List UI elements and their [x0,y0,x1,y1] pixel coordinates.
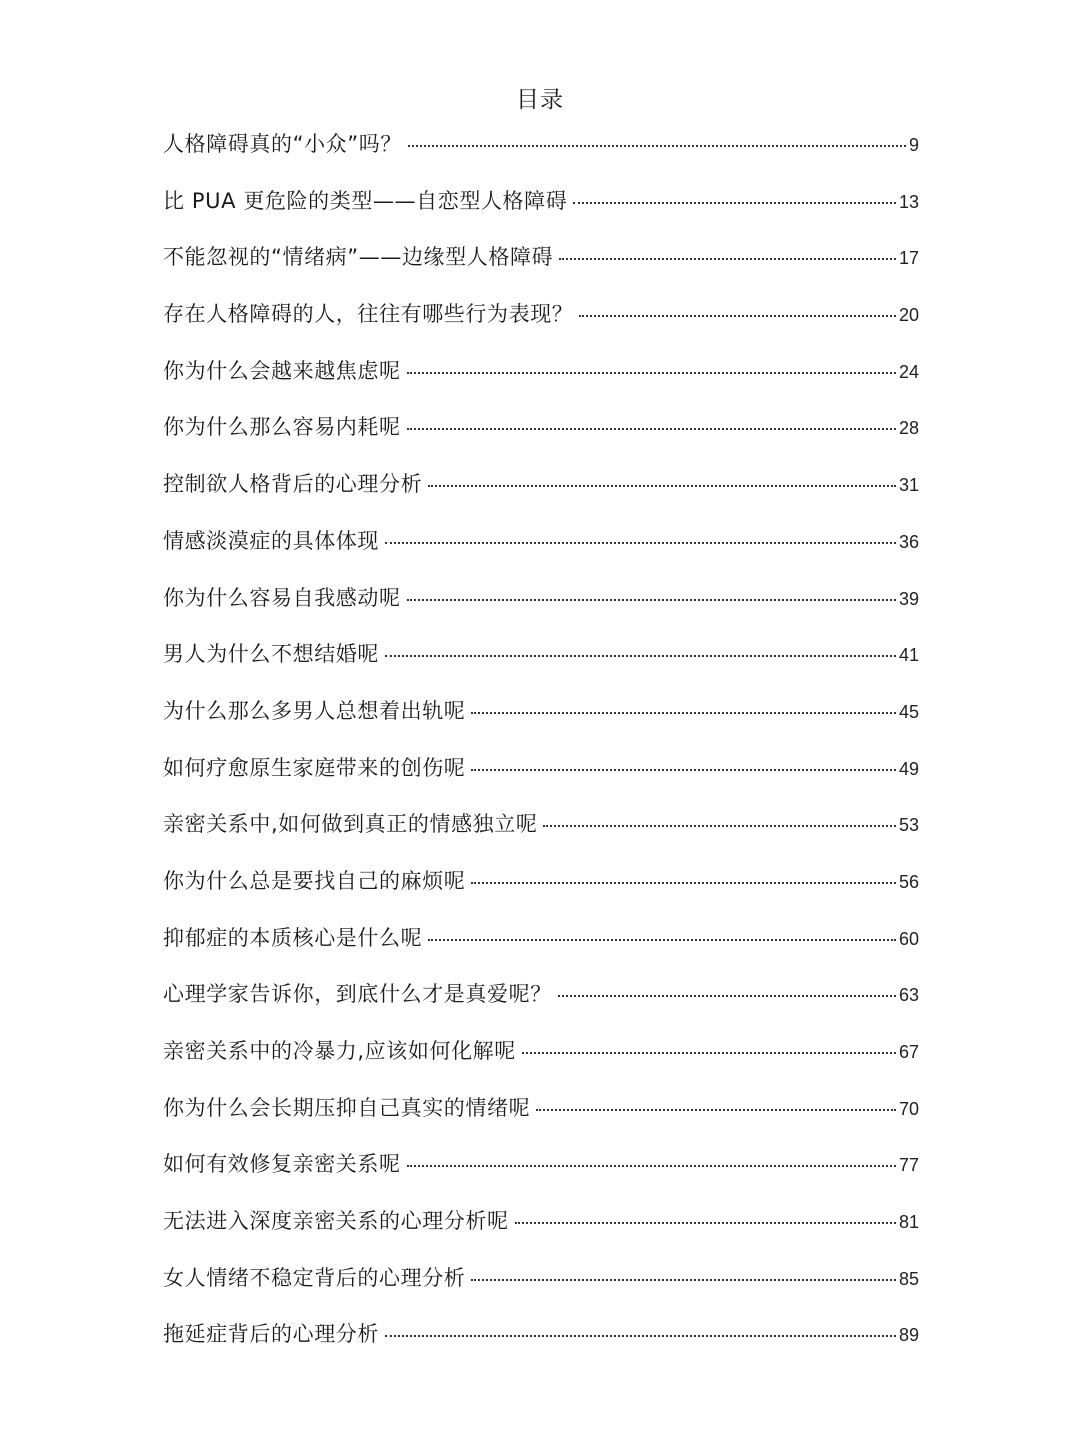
toc-dot-leader [536,1109,896,1111]
toc-page-number: 39 [898,588,919,609]
toc-dot-leader [471,882,896,884]
toc-dot-leader [408,145,906,147]
toc-dot-leader [471,769,896,771]
toc-page-number: 17 [898,248,919,269]
toc-dot-leader [385,542,896,544]
toc-heading: 目录 [516,87,564,113]
toc-entry-title: 心理学家告诉你，到底什么才是真爱呢？ [163,982,552,1007]
toc-entry[interactable] [163,636,919,693]
toc-page-number: 53 [898,815,919,836]
toc-entry[interactable] [163,750,919,807]
toc-entry[interactable] [163,126,919,183]
toc-entry-title: 人格障碍真的“小众”吗？ [163,132,402,156]
toc-page-number: 28 [898,418,919,439]
toc-entry[interactable] [163,863,919,920]
toc-entry[interactable] [163,523,919,580]
toc-page-number: 81 [898,1212,919,1233]
toc-entry-title: 你为什么会越来越焦虑呢 [163,358,401,383]
toc-entry[interactable] [163,466,919,523]
toc-dot-leader [559,258,896,260]
toc-dot-leader [428,939,896,941]
toc-dot-leader [385,1335,896,1337]
toc-page-number: 89 [898,1325,919,1346]
toc-entry[interactable] [163,1260,919,1317]
toc-dot-leader [471,1279,896,1281]
toc-entry[interactable] [163,580,919,637]
toc-page-number: 31 [898,475,919,496]
toc-dot-leader [385,655,896,657]
toc-entry[interactable] [163,239,919,296]
toc-entry[interactable] [163,1033,919,1090]
toc-entry-title: 抑郁症的本质核心是什么呢 [163,925,423,950]
toc-entry-title: 男人为什么不想结婚呢 [163,642,379,667]
toc-dot-leader [558,995,896,997]
toc-entry-title: 比 PUA 更危险的类型——自恋型人格障碍 [163,188,568,213]
toc-page-number: 9 [908,135,919,155]
toc-page-number: 36 [898,531,919,552]
toc-dot-leader [428,485,896,487]
toc-dot-leader [407,428,896,430]
toc-entry[interactable] [163,920,919,977]
toc-page-number: 20 [898,305,919,326]
toc-entry-title: 女人情绪不稳定背后的心理分析 [163,1265,466,1290]
toc-dot-leader [573,202,896,204]
toc-entry-title: 如何有效修复亲密关系呢 [163,1152,401,1177]
toc-entry[interactable] [163,1316,919,1373]
toc-page-number: 70 [898,1098,919,1119]
toc-entry-title: 如何疗愈原生家庭带来的创伤呢 [163,755,466,780]
toc-page-number: 67 [898,1042,919,1062]
toc-page-number: 56 [898,871,919,892]
toc-entry-title: 亲密关系中,如何做到真正的情感独立呢 [163,812,538,837]
toc-page-number: 63 [898,985,919,1006]
toc-entry[interactable] [163,183,919,240]
toc-entry-title: 你为什么总是要找自己的麻烦呢 [163,868,466,893]
toc-entry[interactable] [163,976,919,1033]
toc-page-number: 60 [898,928,919,949]
toc-entry-title: 不能忽视的“情绪病”——边缘型人格障碍 [163,245,554,270]
toc-entry-title: 情感淡漠症的具体体现 [163,528,379,553]
toc-dot-leader [543,825,895,827]
toc-entry-title: 存在人格障碍的人，往往有哪些行为表现？ [163,302,574,327]
toc-entry-title: 无法进入深度亲密关系的心理分析呢 [163,1209,509,1234]
toc-dot-leader [407,372,896,374]
toc-dot-leader [579,315,896,317]
toc-entry-title: 亲密关系中的冷暴力,应该如何化解呢 [163,1039,516,1063]
toc-entry-title: 你为什么会长期压抑自己真实的情绪呢 [163,1095,531,1120]
toc-page-number: 77 [898,1155,919,1176]
toc-page-number: 24 [898,361,919,382]
toc-entry[interactable] [163,353,919,410]
toc-dot-leader [407,1165,896,1167]
toc-page-number: 45 [898,701,919,722]
toc-page-number: 85 [898,1268,919,1289]
toc-dot-leader [515,1222,896,1224]
toc-entry-title: 拖延症背后的心理分析 [163,1322,379,1347]
toc-entry[interactable] [163,1146,919,1203]
toc-page-number: 49 [898,758,919,779]
toc-entry[interactable] [163,409,919,466]
toc-entry-title: 为什么那么多男人总想着出轨呢 [163,698,466,723]
toc-entry[interactable] [163,1090,919,1147]
toc-dot-leader [407,599,896,601]
toc-dot-leader [522,1052,896,1054]
toc-dot-leader [471,712,896,714]
toc-entry[interactable] [163,296,919,353]
toc-entry-title: 你为什么容易自我感动呢 [163,585,401,610]
toc-page-number: 41 [898,645,919,666]
toc-page-number: 13 [898,191,919,212]
toc-entry[interactable] [163,693,919,750]
toc-entry-title: 你为什么那么容易内耗呢 [163,415,401,440]
toc-entry-title: 控制欲人格背后的心理分析 [163,472,423,497]
toc-entry[interactable] [163,1203,919,1260]
toc-entry[interactable] [163,806,919,863]
toc-list [163,126,919,1373]
